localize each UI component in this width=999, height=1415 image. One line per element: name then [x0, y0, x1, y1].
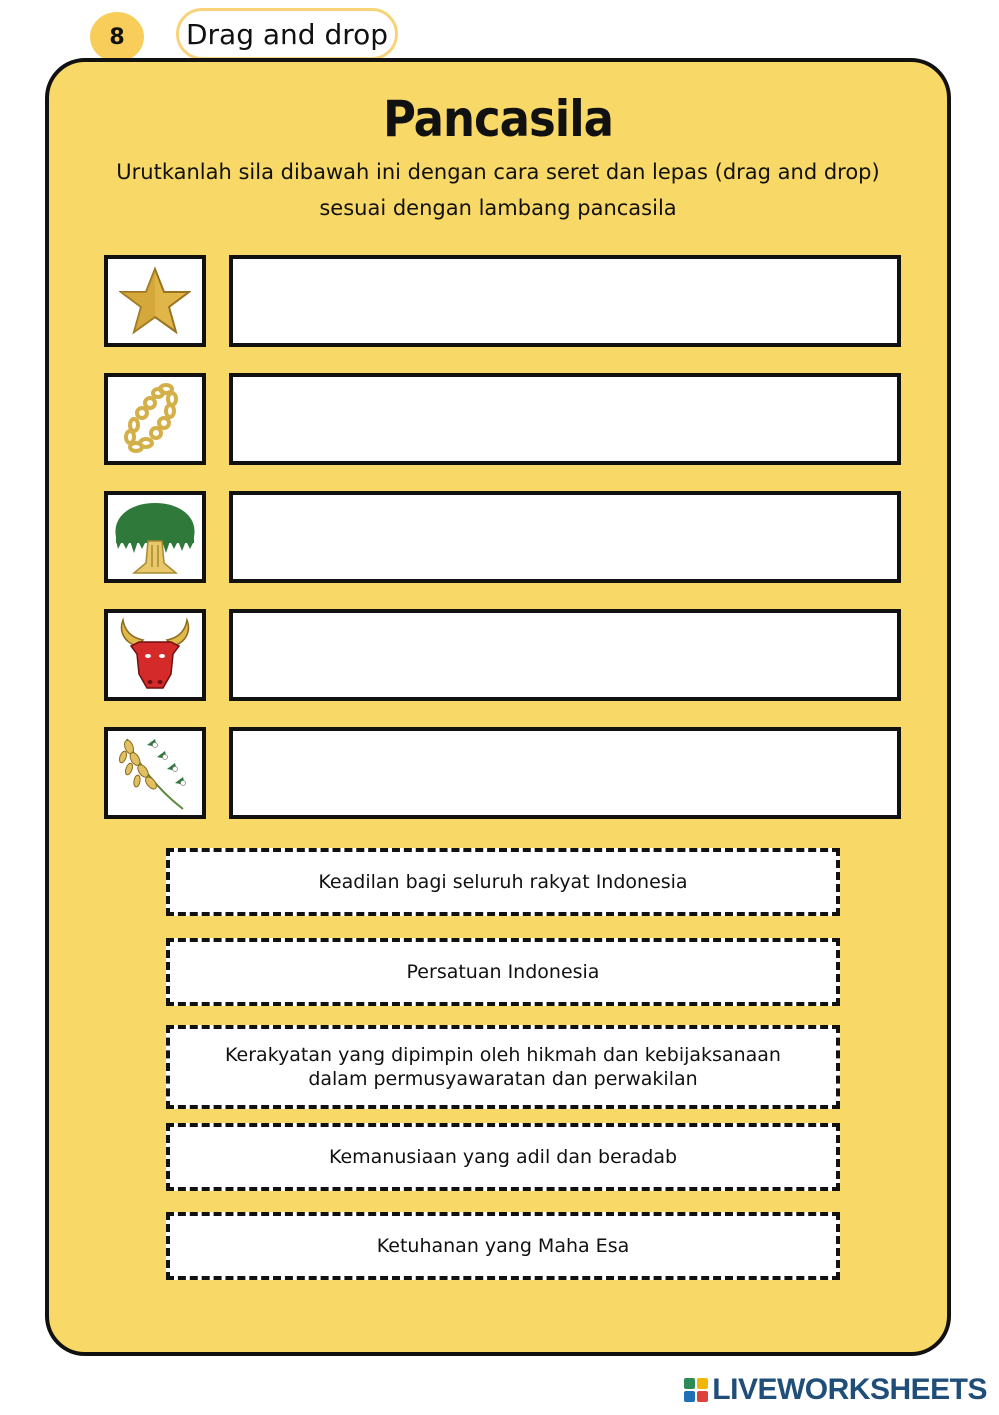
instruction-text	[99, 154, 897, 226]
banyan-tree-icon	[110, 497, 200, 577]
drop-zone-2[interactable]	[229, 373, 901, 465]
drop-zone-5[interactable]	[229, 727, 901, 819]
worksheet-title: Pancasila	[383, 90, 613, 148]
answer-tile-5[interactable]: Ketuhanan yang Maha Esa	[166, 1212, 840, 1280]
symbol-box-1	[104, 255, 206, 347]
bull-head-icon	[115, 616, 195, 694]
instruction-line-1: Urutkanlah sila dibawah ini dengan cara seret dan lepas (drag and drop)	[116, 160, 880, 184]
symbol-box-5	[104, 727, 206, 819]
symbol-box-2	[104, 373, 206, 465]
brand-grid-icon	[684, 1378, 708, 1402]
symbol-box-4	[104, 609, 206, 701]
question-number-badge: 8	[90, 12, 144, 62]
worksheet-card	[45, 58, 951, 1356]
drop-zone-3[interactable]	[229, 491, 901, 583]
activity-type-label: Drag and drop	[176, 8, 398, 60]
drop-zone-4[interactable]	[229, 609, 901, 701]
instruction-line-2: sesuai dengan lambang pancasila	[319, 196, 677, 220]
symbol-box-3	[104, 491, 206, 583]
answer-tile-2[interactable]: Persatuan Indonesia	[166, 938, 840, 1006]
chain-icon	[120, 381, 190, 457]
answer-tile-3[interactable]: Kerakyatan yang dipimpin oleh hikmah dan kebijaksanaan dalam permusyawaratan dan perwakilan	[166, 1025, 840, 1109]
rice-cotton-icon	[117, 733, 193, 813]
brand-text: LIVEWORKSHEETS	[712, 1373, 987, 1406]
drop-zone-1[interactable]	[229, 255, 901, 347]
answer-tile-1[interactable]: Keadilan bagi seluruh rakyat Indonesia	[166, 848, 840, 916]
answer-tile-4[interactable]: Kemanusiaan yang adil dan beradab	[166, 1123, 840, 1191]
star-icon	[119, 265, 191, 337]
liveworksheets-logo	[684, 1373, 987, 1407]
